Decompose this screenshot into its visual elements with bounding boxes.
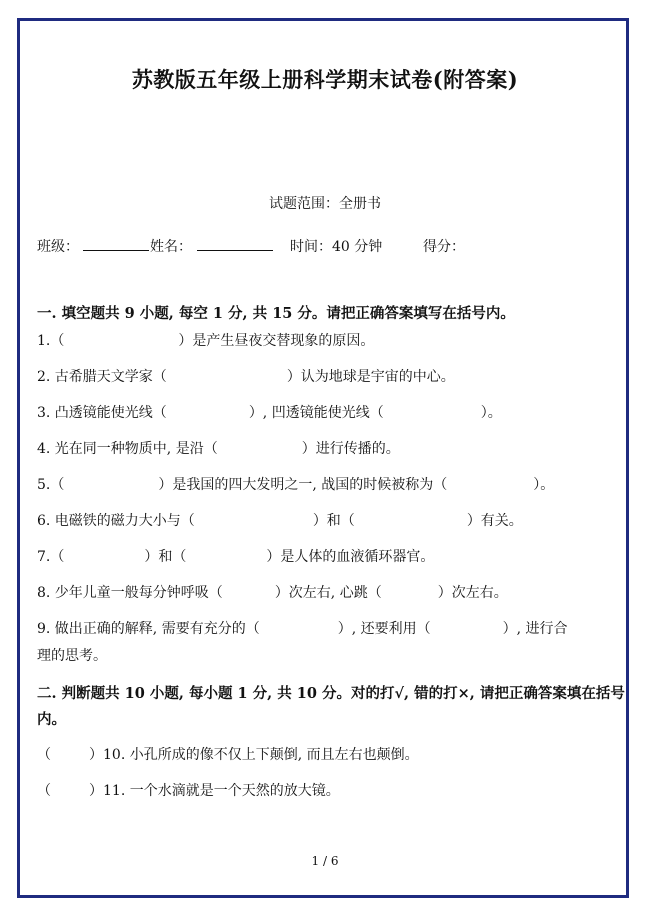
- question-7: [37, 546, 434, 566]
- question-text: ）, 进行合: [502, 621, 568, 637]
- section2-heading: 二. 判断题共 10 小题, 每小题 1 分, 共 10 分。对的打√, 错的打×, 请把正确答案填在括号: [37, 685, 625, 702]
- question-2: [37, 366, 455, 386]
- question-text: 6. 电磁铁的磁力大小与（: [37, 513, 195, 529]
- class-label: 班级：: [37, 239, 79, 255]
- question-1: [37, 330, 374, 350]
- name-label: 姓名：: [150, 239, 192, 255]
- question-text: 7.（: [37, 549, 65, 565]
- question-text: ）有关。: [466, 513, 523, 529]
- section2-heading-continued: 内。: [37, 711, 66, 728]
- exam-title: 苏教版五年级上册科学期末试卷(附答案): [131, 67, 519, 92]
- question-text: 4. 光在同一种物质中, 是沿（: [37, 441, 218, 457]
- exam-scope: 试题范围：全册书: [269, 196, 381, 212]
- question-text: ）。: [480, 405, 502, 421]
- score-label: 得分：: [423, 239, 465, 255]
- question-text: ）和（: [312, 513, 355, 529]
- question-text: ）进行传播的。: [301, 441, 400, 457]
- question-text: （: [37, 747, 51, 763]
- question-text: ）, 还要利用（: [337, 621, 431, 637]
- question-11: [37, 780, 340, 800]
- question-text: 9. 做出正确的解释, 需要有充分的（: [37, 621, 260, 637]
- question-10: [37, 744, 419, 764]
- question-text: 2. 古希腊天文学家（: [37, 369, 167, 385]
- question-text: ）是人体的血液循环器官。: [266, 549, 435, 565]
- question-text: ）10. 小孔所成的像不仅上下颠倒, 而且左右也颠倒。: [89, 747, 419, 763]
- question-text: ）次左右。: [437, 585, 508, 601]
- question-text: 3. 凸透镜能使光线（: [37, 405, 167, 421]
- question-text: ）。: [533, 477, 555, 493]
- question-text: ）次左右, 心跳（: [274, 585, 382, 601]
- question-text: ）11. 一个水滴就是一个天然的放大镜。: [89, 783, 340, 799]
- question-text: ）是我国的四大发明之一, 战国的时候被称为（: [158, 477, 448, 493]
- question-text: ）是产生昼夜交替现象的原因。: [178, 333, 375, 349]
- question-3: [37, 402, 502, 422]
- question-text: ）和（: [144, 549, 187, 565]
- question-5: [37, 474, 554, 494]
- question-text: （: [37, 783, 51, 799]
- exam-time: 时间：40 分钟: [290, 239, 383, 255]
- section1-heading: 一. 填空题共 9 小题, 每空 1 分, 共 15 分。请把正确答案填写在括号内。: [37, 305, 515, 322]
- question-8: [37, 582, 508, 602]
- question-text: ）, 凹透镜能使光线（: [248, 405, 384, 421]
- question-6: [37, 510, 523, 530]
- question-text: 5.（: [37, 477, 65, 493]
- name-blank[interactable]: [197, 236, 273, 253]
- class-blank[interactable]: [83, 236, 149, 253]
- page-number: 1 / 6: [311, 854, 339, 868]
- question-9-continued: 理的思考。: [37, 648, 107, 664]
- question-text: 8. 少年儿童一般每分钟呼吸（: [37, 585, 223, 601]
- page-border: [17, 18, 629, 898]
- question-text: 1.（: [37, 333, 65, 349]
- question-text: ）认为地球是宇宙的中心。: [286, 369, 455, 385]
- question-4: [37, 438, 400, 458]
- question-9: [37, 618, 568, 638]
